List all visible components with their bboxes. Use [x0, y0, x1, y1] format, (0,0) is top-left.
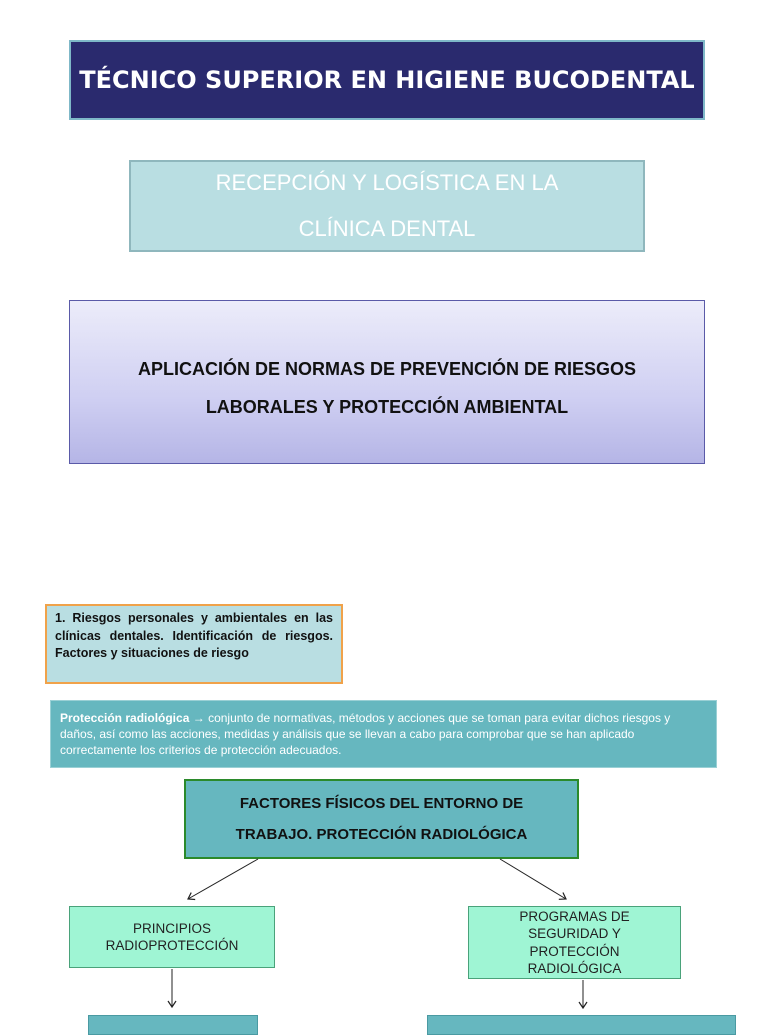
diagram-node-programs-label: PROGRAMAS DE SEGURIDAD Y PROTECCIÓN RADIOLÓGICA [519, 908, 630, 976]
diagram-node-principles-label: PRINCIPIOS RADIOPROTECCIÓN [105, 920, 239, 953]
section-heading: 1. Riesgos personales y ambientales en las clínicas dentales. Identificación de riesgos. Factores y situaciones de riesgo [55, 611, 333, 660]
document-title: TÉCNICO SUPERIOR EN HIGIENE BUCODENTAL [79, 66, 695, 94]
connector-root-to-principles [188, 859, 258, 899]
definition-term: Protección radiológica [60, 711, 190, 725]
connector-root-to-programs [500, 859, 566, 899]
unit-title: APLICACIÓN DE NORMAS DE PREVENCIÓN DE RIESGOS LABORALES Y PROTECCIÓN AMBIENTAL [137, 359, 637, 417]
definition-text: conjunto de normativas, métodos y acciones que se toman para evitar dichos riesgos y daños, así como las acciones, medidas y análisis que se llevan a cabo para comprobar que se han aplicado correctamente los criterios de protección adecuados. [60, 711, 671, 757]
diagram-root-label: FACTORES FÍSICOS DEL ENTORNO DE TRABAJO. PROTECCIÓN RADIOLÓGICA [235, 795, 528, 843]
module-title: RECEPCIÓN Y LOGÍSTICA EN LA CLÍNICA DENTAL [215, 170, 559, 241]
definition-arrow: → [192, 711, 205, 725]
